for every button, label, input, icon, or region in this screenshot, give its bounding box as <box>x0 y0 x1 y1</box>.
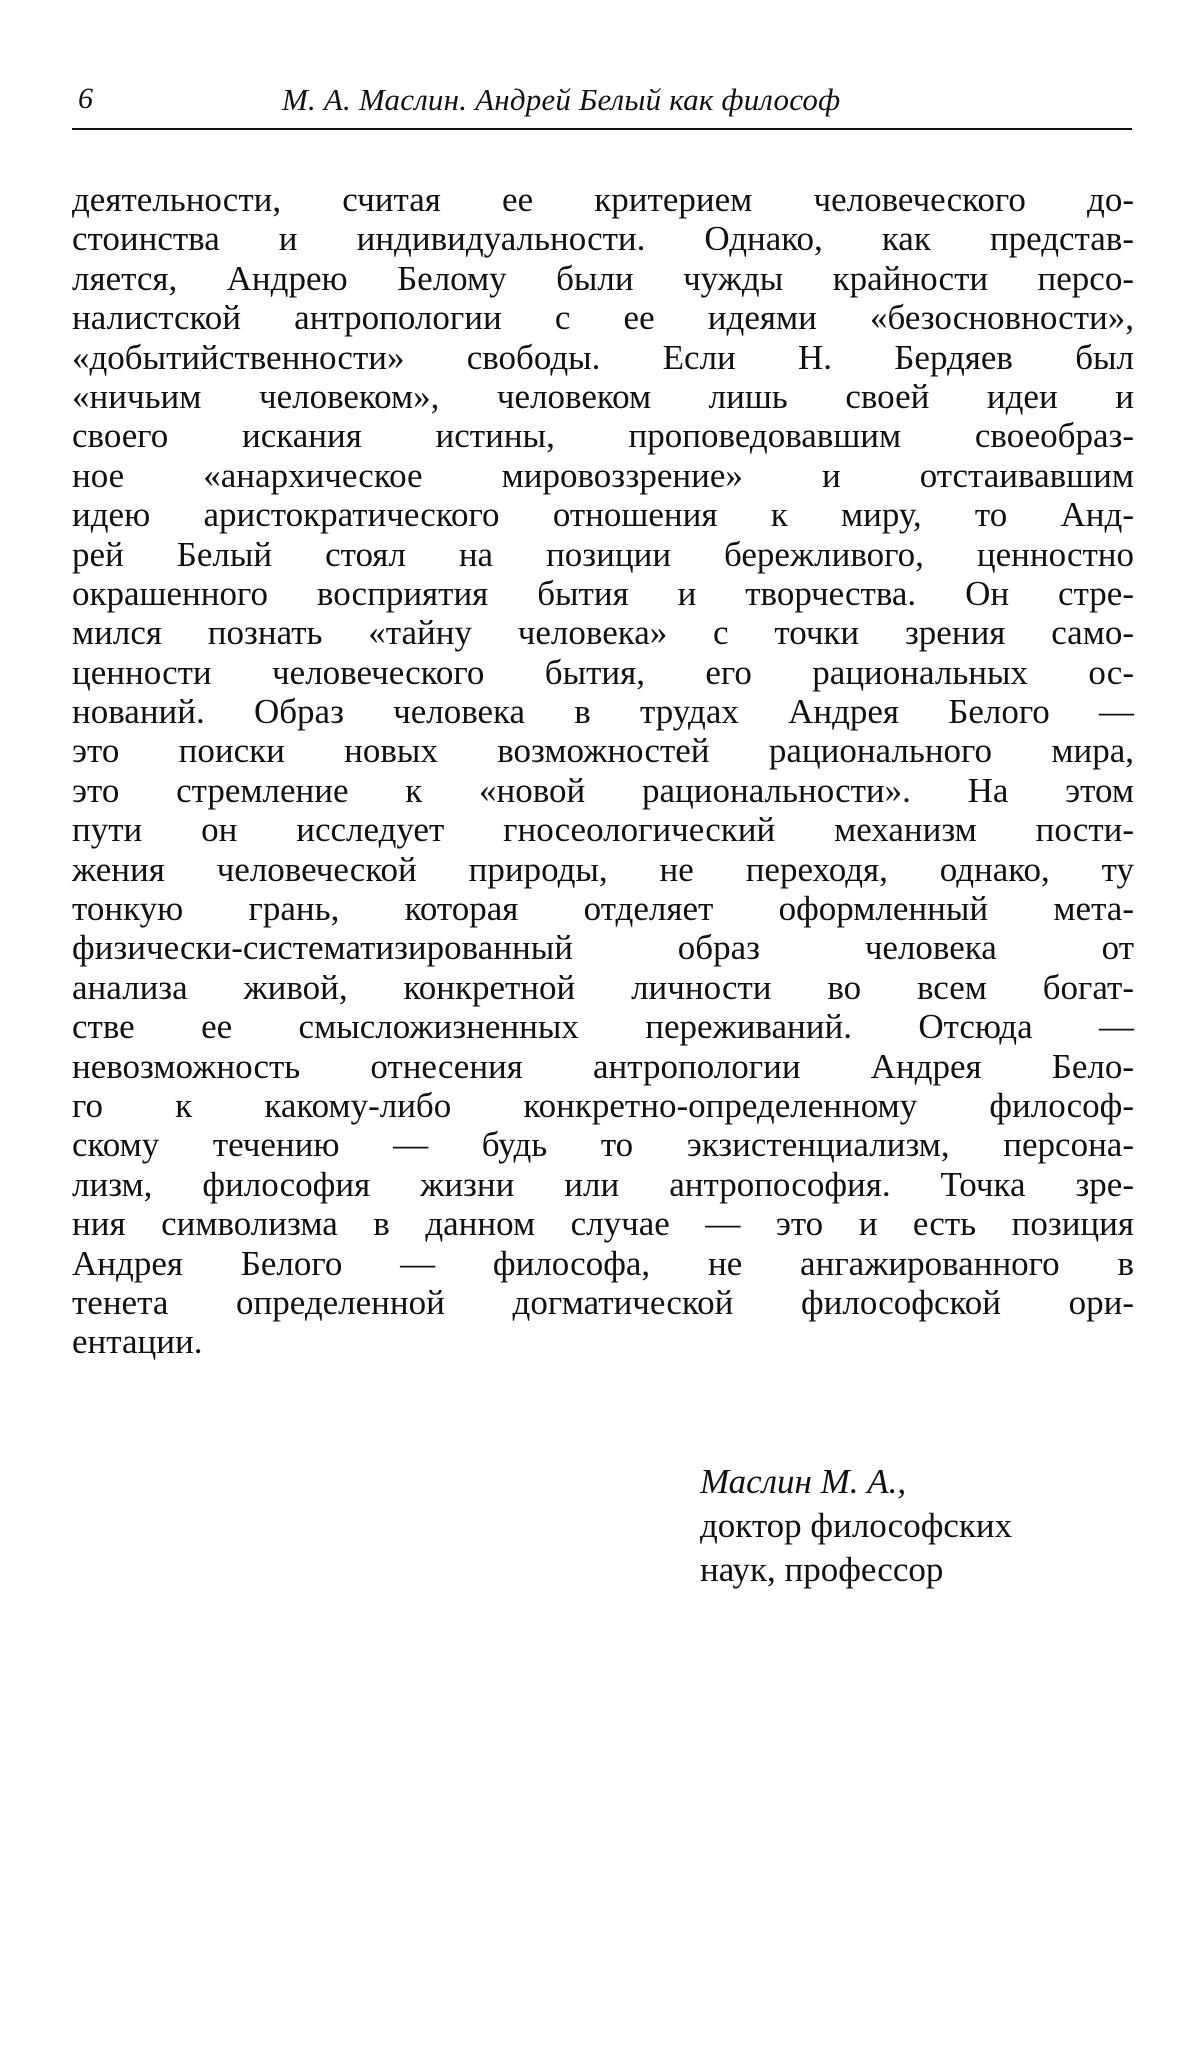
text-line: своего искания истины, проповедовавшим своеобраз- <box>72 416 1134 456</box>
running-title: М. А. Маслин. Андрей Белый как философ <box>282 82 841 117</box>
text-line: деятельности, считая ее критерием человеческого до- <box>72 180 1134 219</box>
author-title: наук, профессор <box>700 1550 944 1589</box>
text-line: это стремление к «новой рациональности». На этом <box>72 770 1134 810</box>
author-degree: доктор философских <box>700 1506 1013 1545</box>
text-line: мился познать «тайну человека» с точки зрения само- <box>72 613 1134 653</box>
text-line: ния символизма в данном случае — это и есть позиция <box>72 1204 1134 1244</box>
text-line: физически-систематизированный образ человека от <box>72 928 1134 968</box>
text-line: Андрея Белого — философа, не ангажированного в <box>72 1243 1134 1283</box>
text-line: налистской антропологии с ее идеями «безосновности», <box>72 298 1134 338</box>
author-name: Маслин М. А., <box>700 1462 907 1501</box>
text-line: лизм, философия жизни или антропософия. Точка зре- <box>72 1164 1134 1204</box>
text-line: ляется, Андрею Белому были чужды крайности персо- <box>72 258 1134 298</box>
text-line: тонкую грань, которая отделяет оформленный мета- <box>72 889 1134 929</box>
body-text <box>72 180 1134 1362</box>
text-line: тенета определенной догматической философской ори- <box>72 1282 1134 1322</box>
text-line: нований. Образ человека в трудах Андрея Белого — <box>72 692 1134 732</box>
text-line: идею аристократического отношения к миру, то Анд- <box>72 495 1134 535</box>
text-line: стоинства и индивидуальности. Однако, как представ- <box>72 219 1134 259</box>
text-line: окрашенного восприятия бытия и творчества. Он стре- <box>72 573 1134 613</box>
text-line: стве ее смысложизненных переживаний. Отсюда — <box>72 1007 1134 1047</box>
header-rule <box>72 128 1132 130</box>
text-line: невозможность отнесения антропологии Андрея Бело- <box>72 1046 1134 1086</box>
author-signature <box>700 1460 1120 1592</box>
text-line: «ничьим человеком», человеком лишь своей идеи и <box>72 376 1134 416</box>
text-line: «добытийственности» свободы. Если Н. Бердяев был <box>72 337 1134 377</box>
text-line: анализа живой, конкретной личности во всем богат- <box>72 967 1134 1007</box>
text-line-last: ентации. <box>72 1322 203 1362</box>
text-line: ное «анархическое мировоззрение» и отстаивавшим <box>72 455 1134 495</box>
text-line: жения человеческой природы, не переходя, однако, ту <box>72 849 1134 889</box>
text-line: рей Белый стоял на позиции бережливого, ценностно <box>72 534 1134 574</box>
text-line: ценности человеческого бытия, его рациональных ос- <box>72 652 1134 692</box>
text-line: пути он исследует гносеологический механизм пости- <box>72 810 1134 850</box>
text-line: го к какому-либо конкретно-определенному философ- <box>72 1085 1134 1125</box>
running-head <box>72 82 1132 122</box>
page-number: 6 <box>78 82 93 115</box>
text-line: это поиски новых возможностей рационального мира, <box>72 731 1134 771</box>
text-line: скому течению — будь то экзистенциализм, персона- <box>72 1125 1134 1165</box>
